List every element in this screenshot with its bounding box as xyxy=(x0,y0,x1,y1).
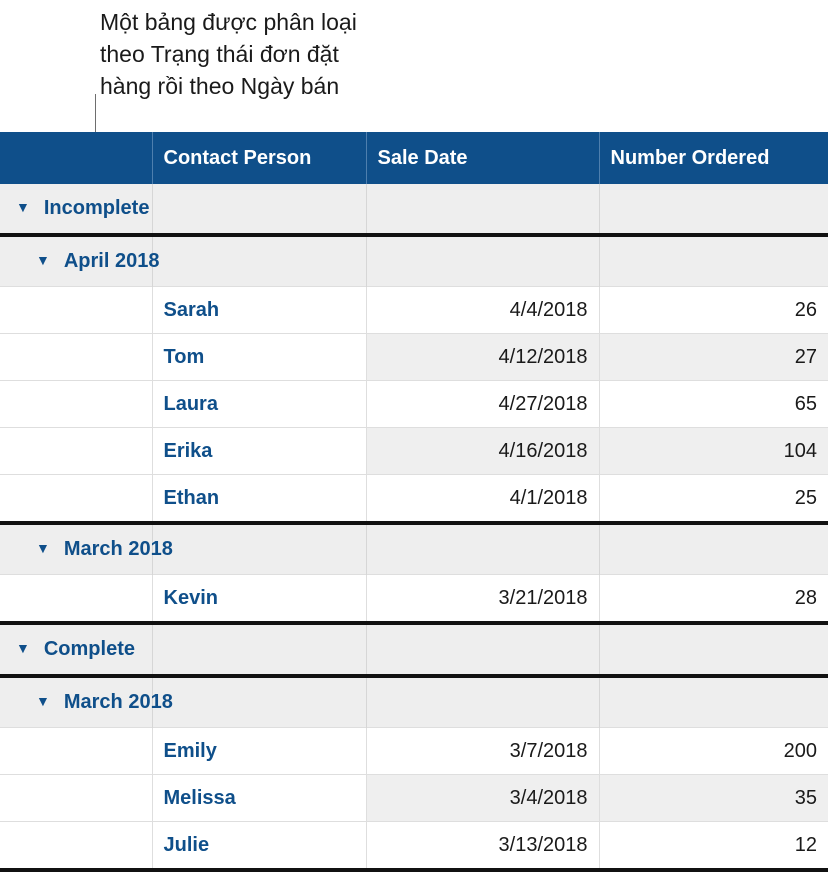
callout-line-1: Một bảng được phân loại xyxy=(100,9,357,35)
number-ordered-cell[interactable]: 27 xyxy=(599,334,828,381)
contact-person-cell[interactable]: Emily xyxy=(152,728,366,775)
number-ordered-cell[interactable]: 104 xyxy=(599,428,828,475)
subgroup-row-march-2018[interactable] xyxy=(0,523,828,575)
sale-date-cell[interactable]: 3/4/2018 xyxy=(366,775,599,822)
callout-line-3: hàng rồi theo Ngày bán xyxy=(100,73,340,99)
header-sale-date[interactable]: Sale Date xyxy=(366,132,599,184)
table-row[interactable] xyxy=(0,575,828,624)
triangle-down-icon[interactable]: ▼ xyxy=(36,693,50,709)
contact-person-cell[interactable]: Ethan xyxy=(152,475,366,524)
table-row[interactable] xyxy=(0,428,828,475)
group-row-incomplete[interactable] xyxy=(0,184,828,235)
subgroup-row-april-2018[interactable] xyxy=(0,235,828,287)
header-contact-person[interactable]: Contact Person xyxy=(152,132,366,184)
callout-text xyxy=(100,6,460,102)
subgroup-label[interactable]: ▼ April 2018 xyxy=(0,235,152,287)
sale-date-cell[interactable]: 4/1/2018 xyxy=(366,475,599,524)
number-ordered-cell[interactable]: 35 xyxy=(599,775,828,822)
contact-person-cell[interactable]: Kevin xyxy=(152,575,366,624)
group-row-complete[interactable] xyxy=(0,623,828,676)
callout-line-2: theo Trạng thái đơn đặt xyxy=(100,41,339,67)
triangle-down-icon[interactable]: ▼ xyxy=(36,540,50,556)
table-row[interactable] xyxy=(0,475,828,524)
subgroup-row-march-2018[interactable] xyxy=(0,676,828,728)
contact-person-cell[interactable]: Laura xyxy=(152,381,366,428)
contact-person-cell[interactable]: Tom xyxy=(152,334,366,381)
table-row[interactable] xyxy=(0,775,828,822)
number-ordered-cell[interactable]: 28 xyxy=(599,575,828,624)
header-number-ordered[interactable]: Number Ordered xyxy=(599,132,828,184)
header-row xyxy=(0,132,828,184)
sale-date-cell[interactable]: 4/27/2018 xyxy=(366,381,599,428)
contact-person-cell[interactable]: Melissa xyxy=(152,775,366,822)
sale-date-cell[interactable]: 3/21/2018 xyxy=(366,575,599,624)
header-blank[interactable] xyxy=(0,132,152,184)
sale-date-cell[interactable]: 3/13/2018 xyxy=(366,822,599,871)
contact-person-cell[interactable]: Sarah xyxy=(152,287,366,334)
number-ordered-cell[interactable]: 26 xyxy=(599,287,828,334)
number-ordered-cell[interactable]: 25 xyxy=(599,475,828,524)
number-ordered-cell[interactable]: 12 xyxy=(599,822,828,871)
table-row[interactable] xyxy=(0,381,828,428)
subgroup-label[interactable]: ▼ March 2018 xyxy=(0,676,152,728)
sale-date-cell[interactable]: 4/16/2018 xyxy=(366,428,599,475)
sale-date-cell[interactable]: 4/4/2018 xyxy=(366,287,599,334)
triangle-down-icon[interactable]: ▼ xyxy=(16,199,30,215)
table-row[interactable] xyxy=(0,822,828,871)
sale-date-cell[interactable]: 3/7/2018 xyxy=(366,728,599,775)
contact-person-cell[interactable]: Erika xyxy=(152,428,366,475)
table-row[interactable] xyxy=(0,728,828,775)
table-row[interactable] xyxy=(0,287,828,334)
group-label[interactable]: ▼ Complete xyxy=(0,623,152,676)
triangle-down-icon[interactable]: ▼ xyxy=(16,640,30,656)
number-ordered-cell[interactable]: 65 xyxy=(599,381,828,428)
sales-table xyxy=(0,132,828,872)
table-row[interactable] xyxy=(0,334,828,381)
group-label[interactable]: ▼ Incomplete xyxy=(0,184,152,235)
contact-person-cell[interactable]: Julie xyxy=(152,822,366,871)
sale-date-cell[interactable]: 4/12/2018 xyxy=(366,334,599,381)
triangle-down-icon[interactable]: ▼ xyxy=(36,252,50,268)
number-ordered-cell[interactable]: 200 xyxy=(599,728,828,775)
subgroup-label[interactable]: ▼ March 2018 xyxy=(0,523,152,575)
